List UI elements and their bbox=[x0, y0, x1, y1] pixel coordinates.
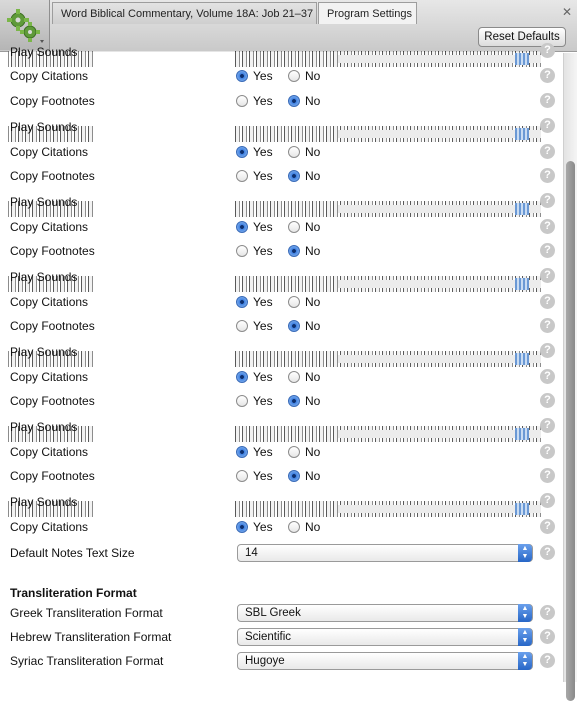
copy-footnotes-no-label: No bbox=[305, 94, 321, 108]
play-sounds-row bbox=[8, 201, 541, 217]
copy-footnotes-label: Copy Footnotes bbox=[10, 94, 95, 108]
select-arrows-icon: ▲ ▼ bbox=[518, 652, 532, 670]
copy-citations-no-label: No bbox=[305, 220, 321, 234]
copy-footnotes-no-radio[interactable] bbox=[288, 470, 300, 482]
copy-citations-yes-label: Yes bbox=[253, 145, 273, 159]
copy-footnotes-no-radio[interactable] bbox=[288, 320, 300, 332]
copy-citations-no-radio[interactable] bbox=[288, 146, 300, 158]
row-artifact bbox=[515, 428, 529, 440]
copy-citations-no-radio[interactable] bbox=[288, 70, 300, 82]
copy-citations-no-radio[interactable] bbox=[288, 221, 300, 233]
scrollbar-thumb[interactable] bbox=[566, 161, 575, 701]
vertical-scrollbar[interactable] bbox=[563, 53, 577, 682]
copy-citations-no-radio[interactable] bbox=[288, 296, 300, 308]
copy-citations-yes-label: Yes bbox=[253, 445, 273, 459]
copy-citations-yes-radio[interactable] bbox=[236, 70, 248, 82]
copy-footnotes-yes-radio[interactable] bbox=[236, 320, 248, 332]
play-sounds-row bbox=[8, 51, 541, 67]
row-artifact bbox=[338, 280, 541, 288]
help-icon[interactable]: ? bbox=[540, 93, 555, 108]
copy-footnotes-no-label: No bbox=[305, 319, 321, 333]
greek-transliteration-select[interactable] bbox=[237, 604, 533, 622]
row-artifact bbox=[338, 55, 541, 63]
copy-citations-no-label: No bbox=[305, 445, 321, 459]
help-icon[interactable]: ? bbox=[540, 168, 555, 183]
hebrew-transliteration-value: Scientific bbox=[245, 631, 292, 643]
copy-footnotes-no-label: No bbox=[305, 469, 321, 483]
play-sounds-row bbox=[8, 126, 541, 142]
copy-citations-no-label: No bbox=[305, 370, 321, 384]
play-sounds-label: Play Sounds bbox=[10, 420, 78, 434]
help-icon[interactable]: ? bbox=[540, 294, 555, 309]
transliteration-heading: Transliteration Format bbox=[10, 586, 137, 600]
copy-citations-yes-label: Yes bbox=[253, 520, 273, 534]
help-icon[interactable]: ? bbox=[540, 118, 555, 133]
copy-citations-yes-label: Yes bbox=[253, 295, 273, 309]
play-sounds-label: Play Sounds bbox=[10, 120, 78, 134]
default-notes-text-size-select[interactable] bbox=[237, 544, 533, 562]
copy-footnotes-label: Copy Footnotes bbox=[10, 169, 95, 183]
copy-citations-label: Copy Citations bbox=[10, 220, 89, 234]
copy-footnotes-label: Copy Footnotes bbox=[10, 319, 95, 333]
copy-footnotes-yes-radio[interactable] bbox=[236, 395, 248, 407]
copy-footnotes-no-label: No bbox=[305, 169, 321, 183]
tab-program-settings[interactable]: Program Settings bbox=[318, 2, 417, 24]
help-icon[interactable]: ? bbox=[540, 605, 555, 620]
tab-commentary[interactable]: Word Biblical Commentary, Volume 18A: Job 21–37 bbox=[52, 2, 317, 24]
copy-footnotes-no-label: No bbox=[305, 244, 321, 258]
row-artifact bbox=[93, 51, 233, 67]
copy-citations-yes-radio[interactable] bbox=[236, 146, 248, 158]
row-artifact bbox=[338, 430, 541, 438]
copy-citations-label: Copy Citations bbox=[10, 145, 89, 159]
row-artifact bbox=[93, 201, 233, 217]
row-artifact bbox=[93, 501, 233, 517]
copy-footnotes-label: Copy Footnotes bbox=[10, 469, 95, 483]
copy-citations-no-label: No bbox=[305, 295, 321, 309]
copy-footnotes-no-radio[interactable] bbox=[288, 95, 300, 107]
copy-citations-label: Copy Citations bbox=[10, 445, 89, 459]
copy-citations-no-label: No bbox=[305, 145, 321, 159]
copy-citations-yes-label: Yes bbox=[253, 220, 273, 234]
help-icon[interactable]: ? bbox=[540, 629, 555, 644]
help-icon[interactable]: ? bbox=[540, 343, 555, 358]
copy-footnotes-yes-label: Yes bbox=[253, 244, 273, 258]
copy-footnotes-label: Copy Footnotes bbox=[10, 244, 95, 258]
copy-footnotes-yes-label: Yes bbox=[253, 169, 273, 183]
help-icon[interactable]: ? bbox=[540, 219, 555, 234]
row-artifact bbox=[93, 126, 233, 142]
copy-footnotes-yes-radio[interactable] bbox=[236, 470, 248, 482]
help-icon[interactable]: ? bbox=[540, 545, 555, 560]
syriac-transliteration-select[interactable] bbox=[237, 652, 533, 670]
copy-citations-yes-radio[interactable] bbox=[236, 221, 248, 233]
copy-citations-label: Copy Citations bbox=[10, 520, 89, 534]
settings-gear-button[interactable] bbox=[0, 0, 50, 50]
copy-footnotes-yes-label: Yes bbox=[253, 319, 273, 333]
copy-citations-yes-label: Yes bbox=[253, 370, 273, 384]
row-artifact bbox=[93, 276, 233, 292]
row-artifact bbox=[515, 278, 529, 290]
help-icon[interactable]: ? bbox=[540, 243, 555, 258]
top-bar bbox=[0, 0, 577, 52]
row-artifact bbox=[338, 130, 541, 138]
syriac-transliteration-value: Hugoye bbox=[245, 655, 285, 667]
select-arrows-icon: ▲ ▼ bbox=[518, 604, 532, 622]
settings-list bbox=[0, 44, 563, 682]
copy-citations-yes-label: Yes bbox=[253, 69, 273, 83]
help-icon[interactable]: ? bbox=[540, 493, 555, 508]
copy-citations-no-radio[interactable] bbox=[288, 521, 300, 533]
play-sounds-label: Play Sounds bbox=[10, 345, 78, 359]
row-artifact bbox=[515, 503, 529, 515]
copy-citations-label: Copy Citations bbox=[10, 295, 89, 309]
row-artifact bbox=[515, 128, 529, 140]
play-sounds-row bbox=[8, 426, 541, 442]
default-notes-text-size-value: 14 bbox=[245, 547, 258, 559]
copy-citations-yes-radio[interactable] bbox=[236, 521, 248, 533]
help-icon[interactable]: ? bbox=[540, 418, 555, 433]
copy-citations-yes-radio[interactable] bbox=[236, 296, 248, 308]
help-icon[interactable]: ? bbox=[540, 369, 555, 384]
copy-citations-no-radio[interactable] bbox=[288, 446, 300, 458]
copy-citations-label: Copy Citations bbox=[10, 69, 89, 83]
play-sounds-row bbox=[8, 501, 541, 517]
gear-icon bbox=[0, 0, 48, 48]
copy-citations-yes-radio[interactable] bbox=[236, 446, 248, 458]
syriac-transliteration-label: Syriac Transliteration Format bbox=[10, 654, 164, 668]
help-icon[interactable]: ? bbox=[540, 318, 555, 333]
copy-citations-yes-radio[interactable] bbox=[236, 371, 248, 383]
copy-citations-no-label: No bbox=[305, 520, 321, 534]
close-icon[interactable]: ✕ bbox=[561, 5, 573, 19]
row-artifact bbox=[515, 353, 529, 365]
default-notes-text-size-label: Default Notes Text Size bbox=[10, 546, 135, 560]
help-icon[interactable]: ? bbox=[540, 43, 555, 58]
copy-footnotes-no-label: No bbox=[305, 394, 321, 408]
help-icon[interactable]: ? bbox=[540, 193, 555, 208]
copy-footnotes-yes-label: Yes bbox=[253, 94, 273, 108]
play-sounds-label: Play Sounds bbox=[10, 270, 78, 284]
help-icon[interactable]: ? bbox=[540, 144, 555, 159]
hebrew-transliteration-select[interactable] bbox=[237, 628, 533, 646]
copy-footnotes-yes-label: Yes bbox=[253, 469, 273, 483]
row-artifact bbox=[93, 351, 233, 367]
help-icon[interactable]: ? bbox=[540, 393, 555, 408]
greek-transliteration-label: Greek Transliteration Format bbox=[10, 606, 163, 620]
select-arrows-icon: ▲ ▼ bbox=[518, 628, 532, 646]
copy-footnotes-no-radio[interactable] bbox=[288, 245, 300, 257]
help-icon[interactable]: ? bbox=[540, 519, 555, 534]
copy-footnotes-no-radio[interactable] bbox=[288, 170, 300, 182]
help-icon[interactable]: ? bbox=[540, 653, 555, 668]
play-sounds-label: Play Sounds bbox=[10, 495, 78, 509]
row-artifact bbox=[515, 203, 529, 215]
row-artifact bbox=[338, 355, 541, 363]
play-sounds-label: Play Sounds bbox=[10, 45, 78, 59]
hebrew-transliteration-label: Hebrew Transliteration Format bbox=[10, 630, 172, 644]
copy-footnotes-no-radio[interactable] bbox=[288, 395, 300, 407]
copy-citations-label: Copy Citations bbox=[10, 370, 89, 384]
help-icon[interactable]: ? bbox=[540, 268, 555, 283]
copy-footnotes-yes-radio[interactable] bbox=[236, 170, 248, 182]
copy-footnotes-yes-radio[interactable] bbox=[236, 245, 248, 257]
select-arrows-icon: ▲ ▼ bbox=[518, 544, 532, 562]
help-icon[interactable]: ? bbox=[540, 444, 555, 459]
copy-footnotes-yes-label: Yes bbox=[253, 394, 273, 408]
row-artifact bbox=[338, 505, 541, 513]
play-sounds-label: Play Sounds bbox=[10, 195, 78, 209]
copy-citations-no-radio[interactable] bbox=[288, 371, 300, 383]
copy-footnotes-label: Copy Footnotes bbox=[10, 394, 95, 408]
greek-transliteration-value: SBL Greek bbox=[245, 607, 301, 619]
help-icon[interactable]: ? bbox=[540, 468, 555, 483]
play-sounds-row bbox=[8, 276, 541, 292]
row-artifact bbox=[515, 53, 529, 65]
play-sounds-row bbox=[8, 351, 541, 367]
reset-defaults-button[interactable]: Reset Defaults bbox=[478, 27, 566, 47]
copy-citations-no-label: No bbox=[305, 69, 321, 83]
help-icon[interactable]: ? bbox=[540, 68, 555, 83]
row-artifact bbox=[338, 205, 541, 213]
copy-footnotes-yes-radio[interactable] bbox=[236, 95, 248, 107]
row-artifact bbox=[93, 426, 233, 442]
